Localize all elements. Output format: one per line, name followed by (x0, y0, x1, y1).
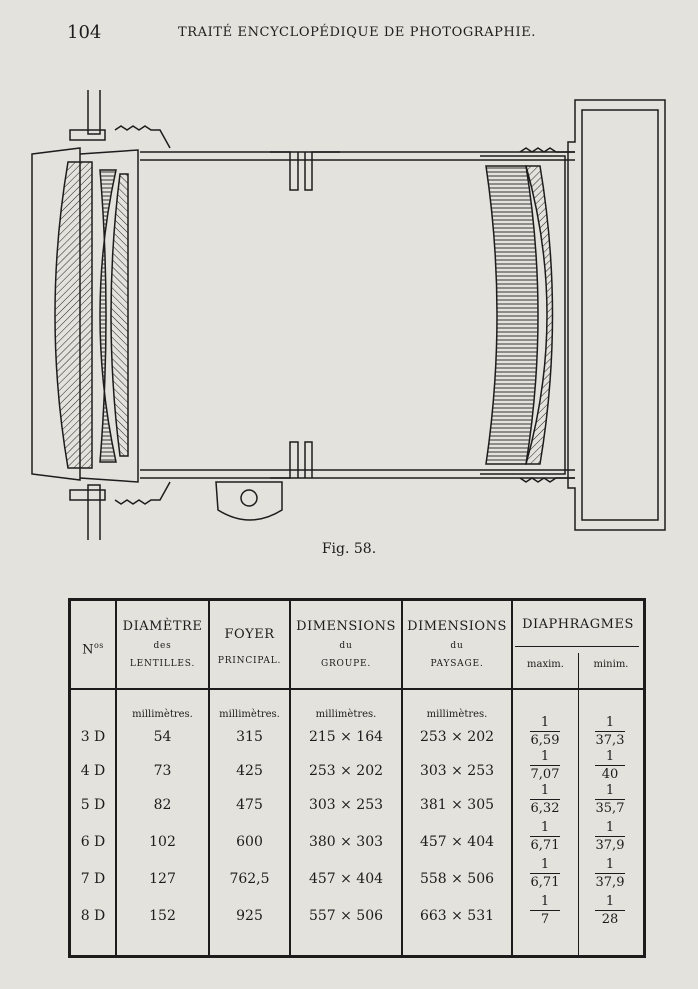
fraction-denominator: 37,3 (595, 733, 625, 748)
fraction-denominator: 7 (540, 912, 550, 927)
fraction-numerator: 1 (605, 749, 615, 764)
table-cell-diameter: 54 (153, 729, 172, 745)
page-header (0, 22, 698, 46)
diaphragm-max-fraction (530, 857, 560, 890)
lens-cross-section-figure (20, 90, 680, 540)
table-cell-group: 253 × 202 (308, 763, 384, 779)
header-diameter: DIAMÈTRE (122, 619, 203, 634)
table-cell-focus: 315 (236, 729, 263, 745)
fraction-denominator: 7,07 (530, 767, 560, 782)
fraction-bar (530, 836, 560, 837)
fraction-numerator: 1 (540, 820, 550, 835)
fraction-numerator: 1 (540, 715, 550, 730)
unit-diameter: millimètres. (132, 709, 193, 720)
diaphragm-max-fraction (530, 894, 560, 927)
table-cell-landscape: 303 × 253 (419, 763, 495, 779)
unit-group: millimètres. (315, 709, 377, 720)
fraction-bar (530, 765, 560, 766)
fraction-bar (595, 836, 625, 837)
diaphragm-min-fraction (595, 857, 625, 890)
fraction-bar (595, 765, 625, 766)
diaphragm-slot-top (270, 152, 340, 190)
diaphragm-slot-bottom (270, 442, 312, 478)
running-title: TRAITÉ ENCYCLOPÉDIQUE DE PHOTOGRAPHIE. (178, 25, 537, 40)
fraction-numerator: 1 (605, 857, 615, 872)
diaphragm-min-fraction (595, 783, 625, 816)
table-cell-diameter: 73 (153, 763, 172, 779)
table-cell-no: 3 D (80, 729, 106, 745)
front-flange-bottom (88, 485, 100, 540)
table-cell-focus: 475 (236, 797, 263, 813)
fraction-bar (595, 910, 625, 911)
table-cell-group: 380 × 303 (308, 834, 384, 850)
diaphragm-max-fraction (530, 783, 560, 816)
header-landscape: DIMENSIONS (407, 619, 507, 634)
fraction-bar (530, 799, 560, 800)
table-cell-diameter: 152 (149, 908, 176, 924)
fraction-denominator: 35,7 (595, 801, 625, 816)
table-cell-focus: 600 (236, 834, 263, 850)
fraction-bar (595, 731, 625, 732)
rear-lens (486, 166, 538, 464)
diaphragm-min-fraction (595, 820, 625, 853)
header-maxim: maxim. (527, 659, 564, 670)
fraction-denominator: 6,71 (530, 838, 560, 853)
fraction-numerator: 1 (605, 820, 615, 835)
table-cell-landscape: 457 × 404 (419, 834, 495, 850)
diaphragm-max-fraction (530, 749, 560, 782)
fraction-denominator: 37,9 (595, 838, 625, 853)
fraction-bar (530, 873, 560, 874)
fraction-denominator: 37,9 (595, 875, 625, 890)
table-cell-diameter: 82 (153, 797, 172, 813)
fraction-bar (530, 910, 560, 911)
diaphragm-max-fraction (530, 715, 560, 748)
table-cell-group: 303 × 253 (308, 797, 384, 813)
table-cell-landscape: 253 × 202 (419, 729, 495, 745)
header-diaphragms: DIAPHRAGMES (522, 617, 634, 632)
table-cell-group: 557 × 506 (308, 908, 384, 924)
flange-thread-top (70, 126, 170, 148)
diaphragm-min-fraction (595, 894, 625, 927)
table-cell-group: 215 × 164 (308, 729, 384, 745)
table-cell-focus: 762,5 (229, 871, 270, 887)
flange-thread-bottom (70, 482, 170, 504)
fraction-numerator: 1 (540, 783, 550, 798)
fraction-denominator: 6,59 (530, 733, 560, 748)
table-cell-no: 6 D (80, 834, 106, 850)
fraction-numerator: 1 (540, 894, 550, 909)
table-cell-focus: 925 (236, 908, 263, 924)
table-cell-no: 4 D (80, 763, 106, 779)
fraction-bar (530, 731, 560, 732)
table-cell-diameter: 102 (149, 834, 176, 850)
fraction-bar (595, 799, 625, 800)
table-cell-no: 8 D (80, 908, 106, 924)
fraction-denominator: 40 (601, 767, 619, 782)
front-flange-top (88, 90, 100, 134)
table-cell-diameter: 127 (149, 871, 176, 887)
header-no: $N^{os}$ (82, 641, 104, 658)
header-focus: FOYER (224, 627, 275, 642)
fraction-denominator: 6,32 (530, 801, 560, 816)
diaphragm-min-fraction (595, 715, 625, 748)
fraction-numerator: 1 (540, 749, 550, 764)
fraction-numerator: 1 (605, 783, 615, 798)
fraction-bar (595, 873, 625, 874)
table-cell-no: 5 D (80, 797, 106, 813)
table-cell-landscape: 558 × 506 (419, 871, 495, 887)
fraction-numerator: 1 (605, 715, 615, 730)
unit-focus: millimètres. (219, 709, 280, 720)
table-cell-focus: 425 (236, 763, 263, 779)
table-cell-landscape: 381 × 305 (419, 797, 495, 813)
header-minim: minim. (593, 659, 629, 670)
fraction-denominator: 6,71 (530, 875, 560, 890)
header-group: DIMENSIONS (296, 619, 396, 634)
table-cell-group: 457 × 404 (308, 871, 384, 887)
diaphragm-min-fraction (595, 749, 625, 782)
fraction-numerator: 1 (605, 894, 615, 909)
lens-table: $N^{os}$ DIAMÈTRE des LENTILLES. FOYER PRINCIPAL. DIMENSIONS du GROUPE. DIMENSIONS du PAYSAGE. DIAPHRAGMES maxim. minim. millimètres. millimètres. millimètres. millimètres. 3 D 54 315 215 × 164 253 × 202 1 6,59 1 37,3 4 D 73 425 253 × 202 303 × 253 1 7,07 1 40 5 D 82 475 303 × 253 381 × 305 1 6,32 1 35,7 6 D 102 600 380 × 303 457 × 404 1 6,71 1 37,9 7 D 127 762,5 457 × 404 558 × 506 1 6,71 1 37,9 8 D 152 925 557 × 506 663 × 531 1 7 1 28 (68, 598, 646, 958)
figure-caption: Fig. 58. (321, 541, 377, 557)
diaphragm-wheel (216, 482, 282, 520)
diaphragm-max-fraction (530, 820, 560, 853)
fraction-numerator: 1 (540, 857, 550, 872)
fraction-denominator: 28 (601, 912, 619, 927)
page-number: 104 (67, 22, 102, 43)
table-cell-no: 7 D (80, 871, 106, 887)
table-cell-landscape: 663 × 531 (419, 908, 495, 924)
unit-landscape: millimètres. (426, 709, 488, 720)
